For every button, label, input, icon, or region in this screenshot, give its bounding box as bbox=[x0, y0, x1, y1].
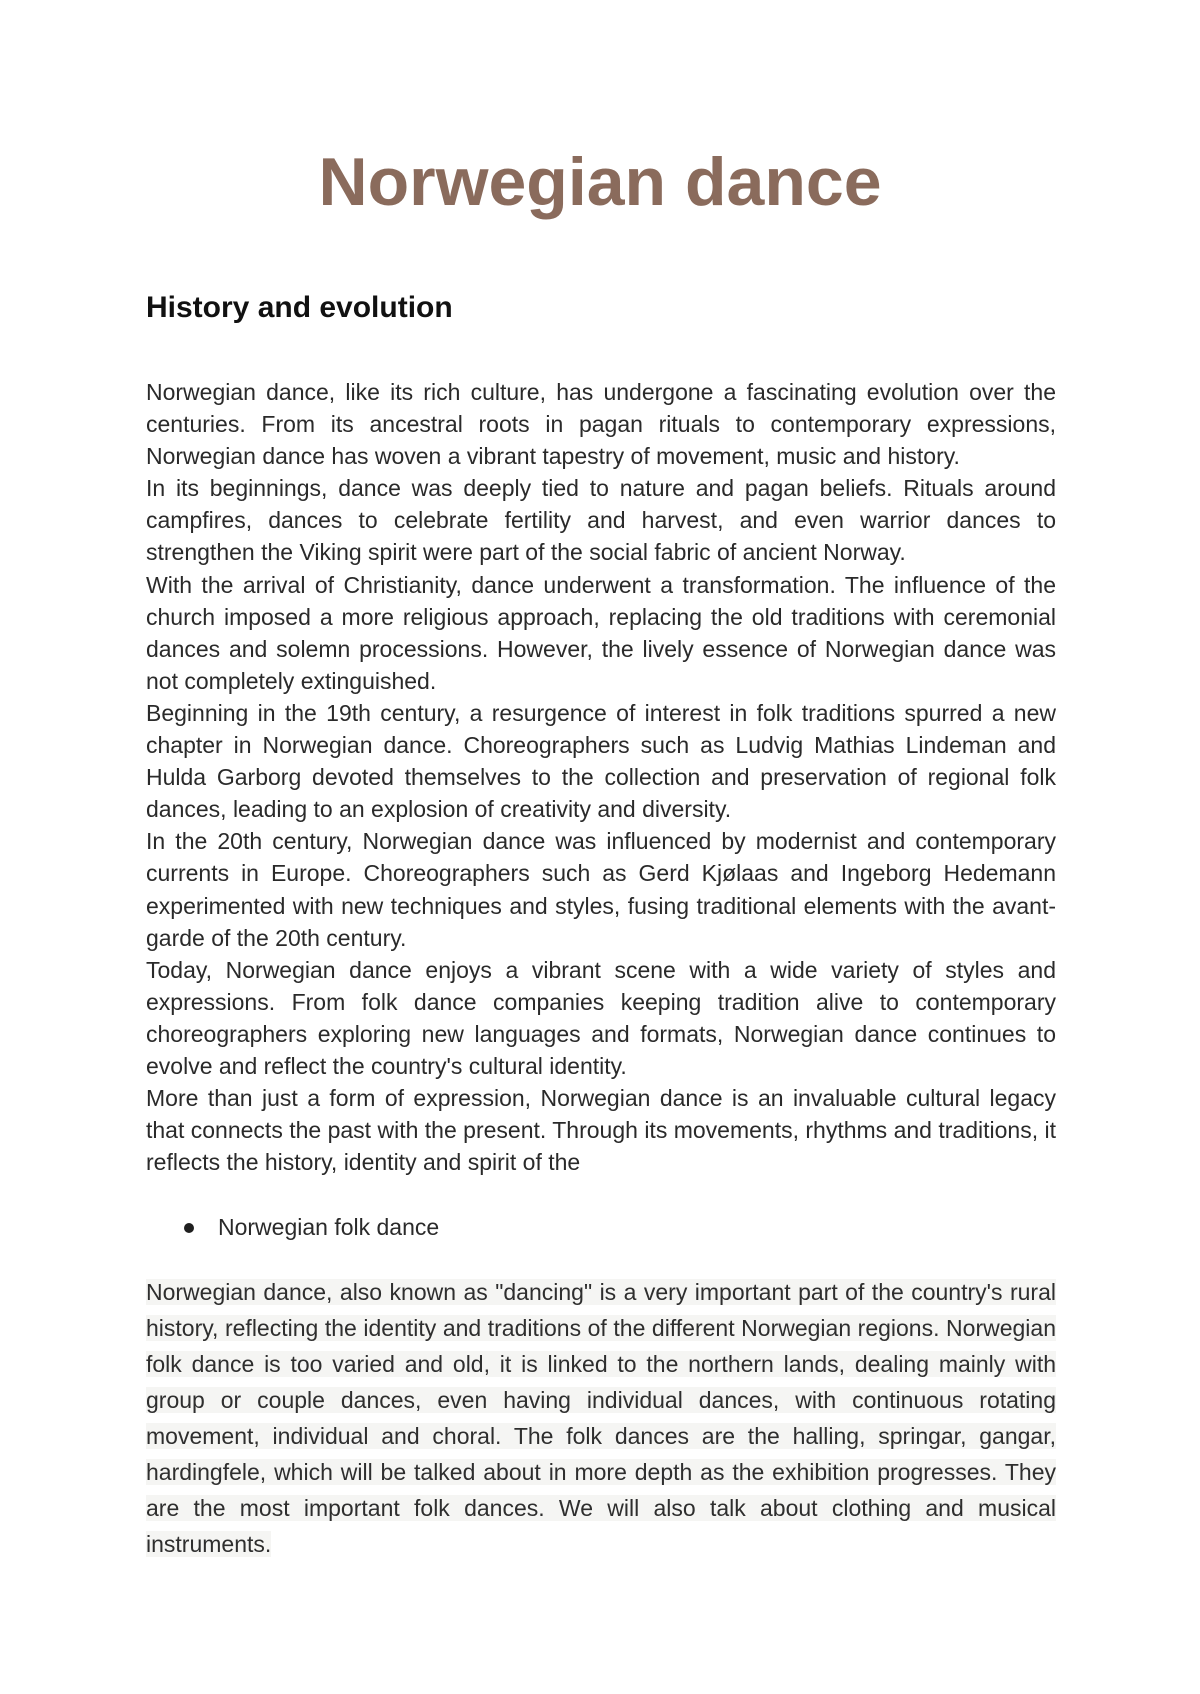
paragraph: In the 20th century, Norwegian dance was influenced by modernist and contemporary currents in Europe. Choreographers such as Gerd Kjølaas and Ingeborg Hedemann experimented with new techniques and styles, fusing traditional elements with the avant-garde of the 20th century. bbox=[146, 828, 1056, 951]
paragraph: In its beginnings, dance was deeply tied to nature and pagan beliefs. Rituals around campfires, dances to celebrate fertility and harvest, and even warrior dances to strengthen the Viking spirit were part of the social fabric of ancient Norway. bbox=[146, 475, 1056, 566]
highlighted-text: Norwegian dance, also known as "dancing" is a very important part of the country's rural history, reflecting the identity and traditions of the different Norwegian regions. Norwegian folk dance is too varied and old, it is linked to the northern lands, dealing mainly with group or couple dances, even having individual dances, with continuous rotating movement, individual and choral. The folk dances are the halling, springar, gangar, hardingfele, which will be talked about in more depth as the exhibition progresses. They are the most important folk dances. We will also talk about clothing and musical instruments. bbox=[146, 1279, 1056, 1557]
paragraph: Norwegian dance, like its rich culture, has undergone a fascinating evolution over the centuries. From its ancestral roots in pagan rituals to contemporary expressions, Norwegian dance has woven a vibrant tapestry of movement, music and history. bbox=[146, 379, 1056, 470]
list-item-label: Norwegian folk dance bbox=[218, 1214, 440, 1240]
folk-dance-body bbox=[146, 1274, 1056, 1562]
history-body bbox=[146, 376, 1056, 1178]
paragraph: Beginning in the 19th century, a resurgence of interest in folk traditions spurred a new chapter in Norwegian dance. Choreographers such as Ludvig Mathias Lindeman and Hulda Garborg devoted themselves to the collection and preservation of regional folk dances, leading to an explosion of creativity and diversity. bbox=[146, 699, 1056, 823]
section-heading: History and evolution bbox=[146, 291, 453, 324]
paragraph: More than just a form of expression, Norwegian dance is an invaluable cultural legacy that connects the past with the present. Through its movements, rhythms and traditions, it reflects the history, identity and spirit of the bbox=[146, 1085, 1056, 1176]
document-title: Norwegian dance bbox=[318, 144, 882, 220]
bullet-list bbox=[146, 1211, 1056, 1243]
list-item bbox=[146, 1211, 1056, 1243]
paragraph bbox=[146, 1274, 1056, 1562]
paragraph: With the arrival of Christianity, dance underwent a transformation. The influence of the church imposed a more religious approach, replacing the old traditions with ceremonial dances and solemn processions. However, the lively essence of Norwegian dance was not completely extinguished. bbox=[146, 571, 1056, 694]
paragraph: Today, Norwegian dance enjoys a vibrant scene with a wide variety of styles and expressions. From folk dance companies keeping tradition alive to contemporary choreographers exploring new languages and formats, Norwegian dance continues to evolve and reflect the country's cultural identity. bbox=[146, 956, 1056, 1079]
bullet-icon bbox=[184, 1223, 194, 1233]
